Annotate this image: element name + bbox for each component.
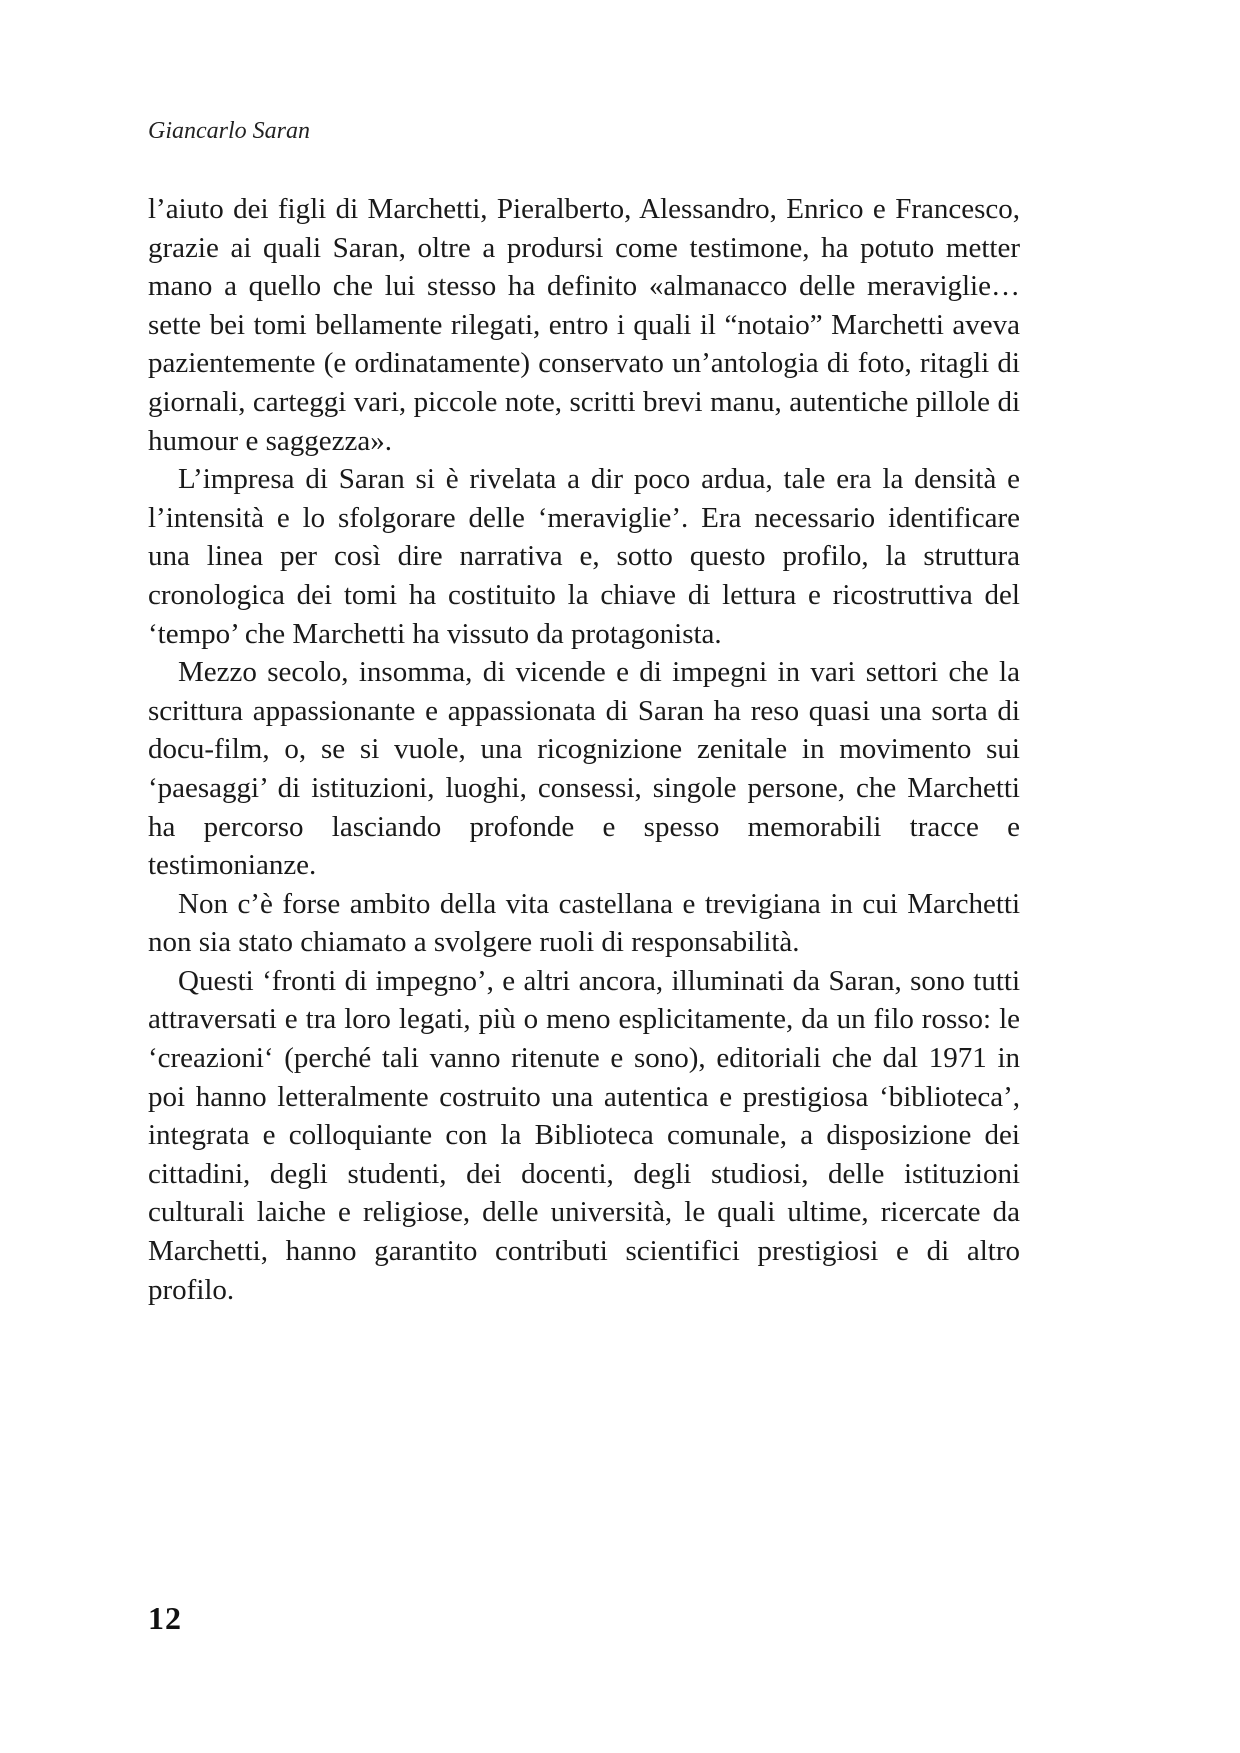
paragraph-4: Non c’è forse ambito della vita castellana e trevigiana in cui Marchetti non sia stato chiamato a svolgere ruoli di responsabilità. — [148, 887, 1020, 959]
paragraph-1: l’aiuto dei figli di Marchetti, Pieralberto, Alessandro, Enrico e Francesco, grazie ai quali Saran, oltre a prodursi come testimone, ha potuto metter mano a quello che lui stesso ha definito «almanacco delle meraviglie… sette bei tomi bellamente rilegati, entro i quali il “notaio” Marchetti aveva pazientemente (e ordinatamente) conservato un’antologia di foto, ritagli di giornali, carteggi vari, piccole note, scritti brevi manu, autentiche pillole di humour e saggezza». — [148, 193, 1020, 457]
page-number: 12 — [148, 1600, 182, 1636]
paragraph-3: Mezzo secolo, insomma, di vicende e di impegni in vari settori che la scrittura appassionante e appassionata di Saran ha reso quasi una sorta di docu-film, o, se si vuole, una ricognizione zenitale in movimento sui ‘paesaggi’ di istituzioni, luoghi, consessi, singole persone, che Marchetti ha percorso lasciando profonde e spesso memorabili tracce e testimonianze. — [148, 656, 1020, 882]
body-text — [148, 190, 1020, 1309]
running-head-author: Giancarlo Saran — [148, 118, 310, 144]
paragraph-5: Questi ‘fronti di impegno’, e altri ancora, illuminati da Saran, sono tutti attraversati e tra loro legati, più o meno esplicitamente, da un filo rosso: le ‘creazioni‘ (perché tali vanno ritenute e sono), editoriali che dal 1971 in poi hanno letteralmente costruito una autentica e prestigiosa ‘biblioteca’, integrata e colloquiante con la Biblioteca comunale, a disposizione dei cittadini, degli studenti, dei docenti, degli studiosi, delle istituzioni culturali laiche e religiose, delle università, le quali ultime, ricercate da Marchetti, hanno garantito contributi scientifici prestigiosi e di altro profilo. — [148, 964, 1020, 1306]
paragraph-2: L’impresa di Saran si è rivelata a dir poco ardua, tale era la densità e l’intensità e lo sfolgorare delle ‘meraviglie’. Era necessario identificare una linea per così dire narrativa e, sotto questo profilo, la struttura cronologica dei tomi ha costituito la chiave di lettura e ricostruttiva del ‘tempo’ che Marchetti ha vissuto da protagonista. — [148, 463, 1020, 650]
